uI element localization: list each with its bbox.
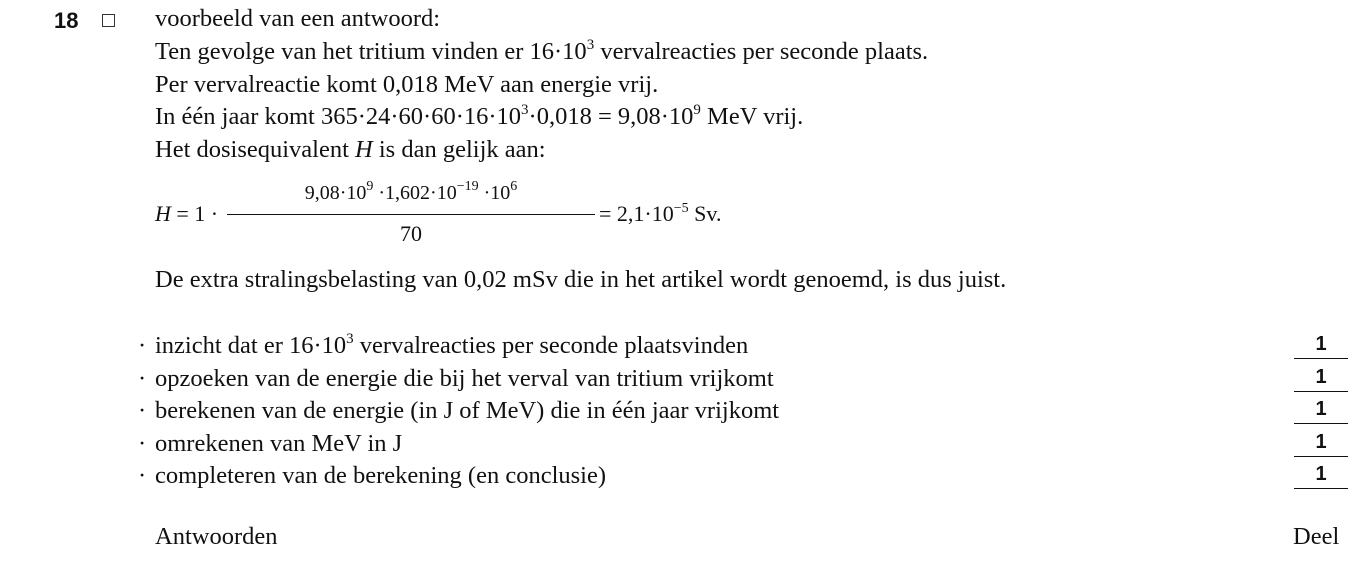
conclusion: De extra stralingsbelasting van 0,02 mSv die in het artikel wordt genoemd, is dus juist. <box>155 266 1007 293</box>
answer-line-2: Ten gevolge van het tritium vinden er $16\cdot 10^3$ vervalreacties per seconde plaats. <box>155 37 929 65</box>
bullet: · <box>138 365 147 392</box>
bullet: · <box>138 430 147 457</box>
formula-result: = $2,1\cdot 10^{-5}$ Sv. <box>599 201 722 226</box>
footer-left: Antwoorden <box>155 523 278 550</box>
score-2: 1 <box>1294 364 1348 392</box>
criterion-4: · omrekenen van MeV in J <box>138 430 403 457</box>
formula-lhs: H = 1 · <box>155 201 219 226</box>
formula-numerator: $9,08\cdot 10^9 \cdot 1,602\cdot 10^{-19} \cdot 10^6$ <box>304 179 518 204</box>
question-number: 18 <box>54 8 79 33</box>
answer-line-3: Per vervalreactie komt 0,018 MeV aan energie vrij. <box>155 71 659 98</box>
footer-right: Deel <box>1293 523 1340 550</box>
criterion-2: · opzoeken van de energie die bij het verval van tritium vrijkomt <box>138 365 774 392</box>
criterion-3: · berekenen van de energie (in J of MeV) die in één jaar vrijkomt <box>138 397 780 424</box>
score-1: 1 <box>1294 331 1348 359</box>
criterion-1: · inzicht dat er $16\cdot 10^3$ vervalreacties per seconde plaatsvinden <box>138 331 749 359</box>
formula-fraction <box>227 178 595 249</box>
score-4: 1 <box>1294 429 1348 457</box>
score-3: 1 <box>1294 396 1348 424</box>
criterion-5: · completeren van de berekening (en conclusie) <box>138 462 607 489</box>
answer-intro: voorbeeld van een antwoord: <box>155 5 441 32</box>
answer-line-5: Het dosisequivalent H is dan gelijk aan: <box>155 136 546 163</box>
answer-line-4: In één jaar komt $365\cdot 24\cdot 60\cdot 60\cdot 16\cdot 10^3\cdot 0,018 = 9,08\cdot 10^9$ MeV vrij. <box>155 102 804 130</box>
bullet: · <box>138 397 147 424</box>
bullet: · <box>138 332 147 359</box>
checkbox[interactable] <box>102 14 115 27</box>
bullet: · <box>138 462 147 489</box>
score-5: 1 <box>1294 461 1348 489</box>
formula-denominator: 70 <box>400 221 422 246</box>
fraction-bar <box>227 214 595 215</box>
